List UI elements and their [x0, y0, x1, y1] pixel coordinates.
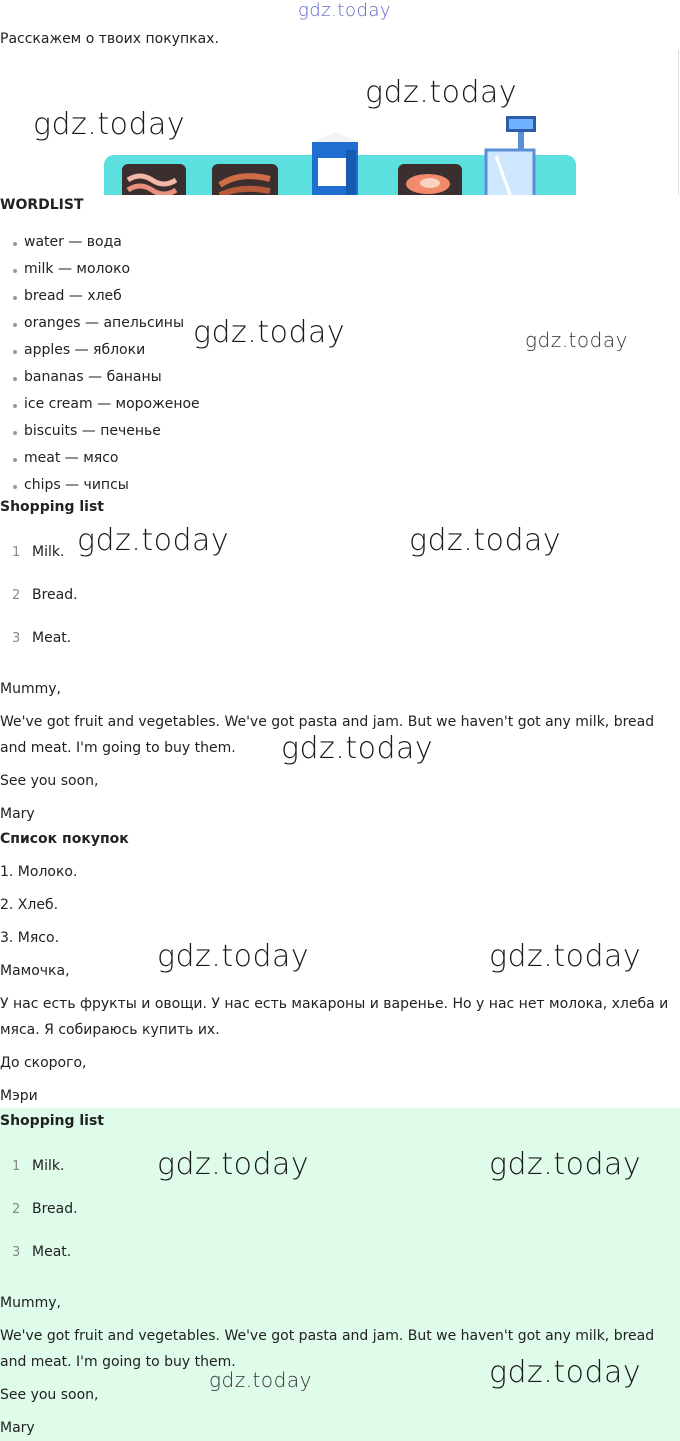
- shopping-list-title-ru: Список покупок: [0, 831, 129, 847]
- watermark: gdz.today: [33, 107, 186, 142]
- list-item-ru: 3. Мясо.: [0, 930, 60, 946]
- list-item: Meat.: [32, 1244, 72, 1260]
- note-body-line2-ru: мяса. Я собираюсь купить их.: [0, 1022, 220, 1038]
- display-fridge: [486, 116, 536, 195]
- word-item: bread — хлеб: [24, 288, 122, 304]
- watermark: gdz.today: [489, 939, 642, 974]
- note-body-line1: We've got fruit and vegetables. We've got pasta and jam. But we haven't got any milk, bread: [0, 714, 655, 730]
- wordlist-title: WORDLIST: [0, 197, 84, 213]
- intro-text: Расскажем о твоих покупках.: [0, 31, 219, 47]
- word-item: milk — молоко: [24, 261, 131, 277]
- list-number: 2: [12, 588, 21, 603]
- list-item-ru: 1. Молоко.: [0, 864, 78, 880]
- shopping-list-title: Shopping list: [0, 499, 104, 515]
- list-item: Milk.: [32, 1158, 65, 1174]
- list-number: 2: [12, 1202, 21, 1217]
- watermark-top: gdz.today: [298, 0, 392, 21]
- watermark: gdz.today: [281, 731, 434, 766]
- list-item-ru: 2. Хлеб.: [0, 897, 59, 913]
- divider-line: [678, 50, 679, 195]
- list-number: 3: [12, 1245, 21, 1260]
- note-signature-ru: Мэри: [0, 1088, 38, 1104]
- bullet: [13, 323, 17, 327]
- note-signature: Mary: [0, 806, 35, 822]
- word-item: chips — чипсы: [24, 477, 129, 493]
- milk-carton: [312, 132, 358, 195]
- watermark: gdz.today: [365, 75, 518, 110]
- note-body-line2-answer: and meat. I'm going to buy them.: [0, 1354, 236, 1370]
- note-body-line1-answer: We've got fruit and vegetables. We've got pasta and jam. But we haven't got any milk, bread: [0, 1328, 655, 1344]
- word-item: water — вода: [24, 234, 122, 250]
- sausage-tray: [212, 164, 278, 195]
- word-item: biscuits — печенье: [24, 423, 161, 439]
- watermark: gdz.today: [525, 328, 628, 352]
- word-item: oranges — апельсины: [24, 315, 185, 331]
- bullet: [13, 242, 17, 246]
- watermark: gdz.today: [209, 1368, 312, 1392]
- bullet: [13, 269, 17, 273]
- list-item: Milk.: [32, 544, 65, 560]
- note-greeting-ru: Мамочка,: [0, 963, 70, 979]
- list-number: 1: [12, 1159, 21, 1174]
- bacon-tray: [122, 164, 186, 195]
- shopping-list-title-answer: Shopping list: [0, 1113, 104, 1129]
- watermark: gdz.today: [409, 523, 562, 558]
- bullet: [13, 485, 17, 489]
- note-greeting: Mummy,: [0, 681, 61, 697]
- list-number: 1: [12, 545, 21, 560]
- list-item: Bread.: [32, 587, 78, 603]
- note-signature-answer: Mary: [0, 1420, 35, 1436]
- list-number: 3: [12, 631, 21, 646]
- watermark: gdz.today: [77, 523, 230, 558]
- note-closing: See you soon,: [0, 773, 99, 789]
- list-item: Meat.: [32, 630, 72, 646]
- list-item: Bread.: [32, 1201, 78, 1217]
- bullet: [13, 431, 17, 435]
- note-body-line2: and meat. I'm going to buy them.: [0, 740, 236, 756]
- watermark: gdz.today: [489, 1355, 642, 1390]
- bullet: [13, 404, 17, 408]
- note-closing-answer: See you soon,: [0, 1387, 99, 1403]
- bullet: [13, 350, 17, 354]
- word-item: meat — мясо: [24, 450, 119, 466]
- word-item: apples — яблоки: [24, 342, 146, 358]
- fish-tray: [398, 164, 462, 195]
- word-item: ice cream — мороженое: [24, 396, 200, 412]
- watermark: gdz.today: [157, 1147, 310, 1182]
- note-body-line1-ru: У нас есть фрукты и овощи. У нас есть макароны и варенье. Но у нас нет молока, хлеба и: [0, 996, 669, 1012]
- bullet: [13, 296, 17, 300]
- word-item: bananas — бананы: [24, 369, 162, 385]
- watermark: gdz.today: [489, 1147, 642, 1182]
- bullet: [13, 458, 17, 462]
- watermark: gdz.today: [193, 315, 346, 350]
- watermark: gdz.today: [157, 939, 310, 974]
- note-greeting-answer: Mummy,: [0, 1295, 61, 1311]
- note-closing-ru: До скорого,: [0, 1055, 87, 1071]
- bullet: [13, 377, 17, 381]
